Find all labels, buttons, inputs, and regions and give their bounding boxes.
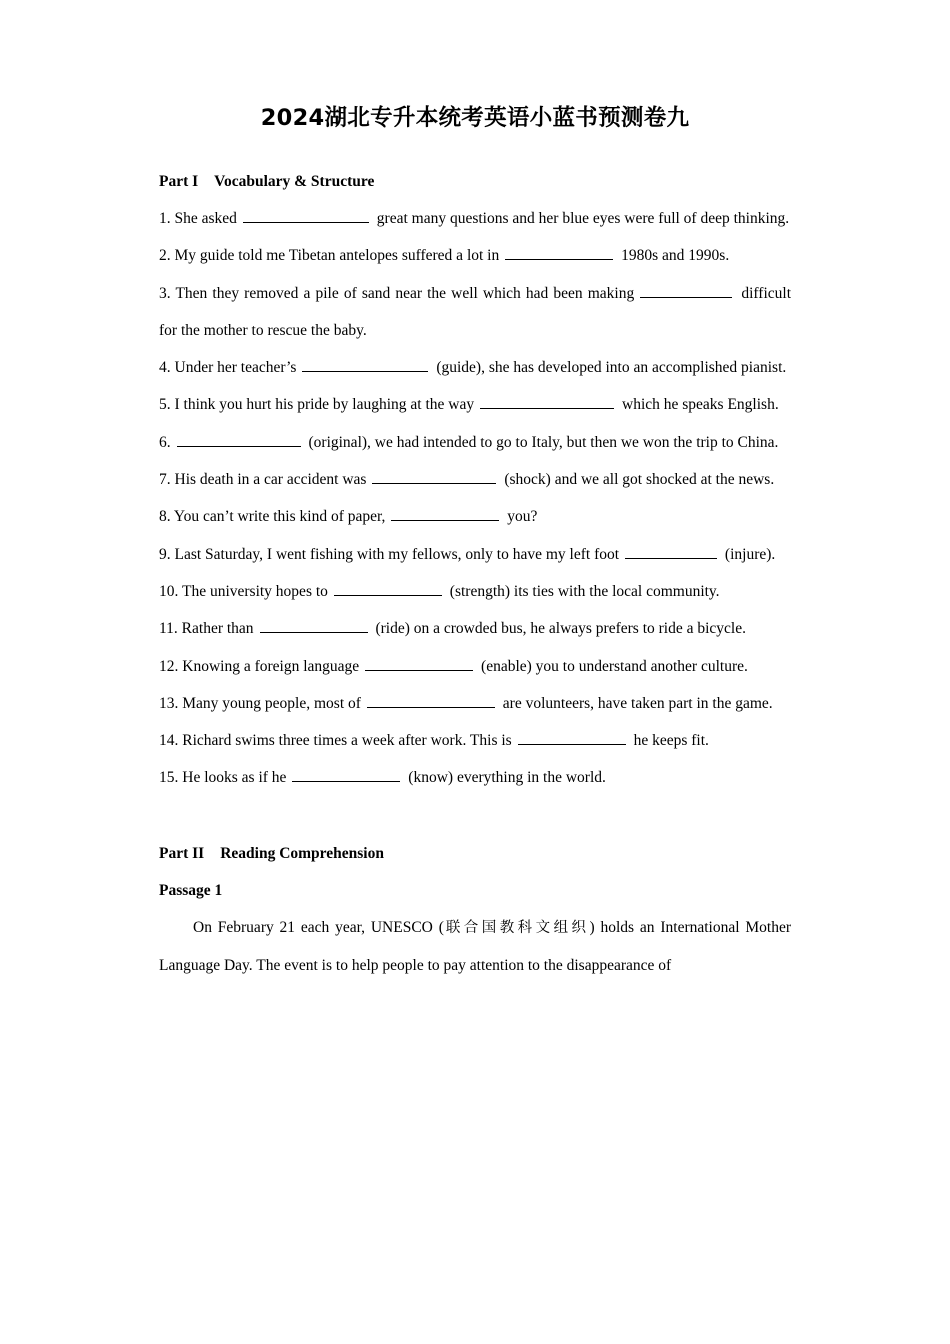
question-4: 4. Under her teacher’s (guide), she has developed into an accomplished pianist. [159, 359, 787, 377]
answer-blank[interactable] [367, 706, 495, 708]
question-8: 8. You can’t write this kind of paper, you? [159, 508, 538, 526]
answer-blank[interactable] [292, 780, 400, 782]
question-11: 11. Rather than (ride) on a crowded bus, he always prefers to ride a bicycle. [159, 620, 746, 638]
document-body [159, 170, 791, 984]
question-5: 5. I think you hurt his pride by laughing at the way which he speaks English. [159, 396, 779, 414]
question-3: 3. Then they removed a pile of sand near the well which had been making difficult for the mother to rescue the baby. [159, 284, 792, 339]
answer-blank[interactable] [625, 557, 717, 559]
part2-name: Reading Comprehension [220, 844, 384, 862]
part1-heading [159, 170, 791, 194]
answer-blank[interactable] [372, 482, 496, 484]
answer-blank[interactable] [518, 743, 626, 745]
question-6: 6. (original), we had intended to go to Italy, but then we won the trip to China. [159, 433, 779, 451]
question-15: 15. He looks as if he (know) everything in the world. [159, 769, 606, 787]
document-title: 2024湖北专升本统考英语小蓝书预测卷九 [260, 105, 690, 131]
question-13: 13. Many young people, most of are volunteers, have taken part in the game. [159, 694, 773, 712]
answer-blank[interactable] [260, 631, 368, 633]
part2-heading [159, 835, 791, 872]
answer-blank[interactable] [177, 445, 301, 447]
answer-blank[interactable] [640, 296, 732, 298]
answer-blank[interactable] [480, 407, 614, 409]
question-14: 14. Richard swims three times a week after work. This is he keeps fit. [159, 732, 709, 750]
part2-label: Part II [159, 844, 205, 862]
answer-blank[interactable] [334, 594, 442, 596]
part1-name: Vocabulary & Structure [214, 173, 375, 190]
answer-blank[interactable] [391, 519, 499, 521]
question-12: 12. Knowing a foreign language (enable) you to understand another culture. [159, 657, 748, 675]
answer-blank[interactable] [302, 370, 428, 372]
question-9: 9. Last Saturday, I went fishing with my fellows, only to have my left foot (injure). [159, 545, 776, 563]
question-1: 1. She asked great many questions and her blue eyes were full of deep thinking. [159, 210, 790, 227]
answer-blank[interactable] [243, 221, 369, 223]
passage-title: Passage 1 [159, 881, 223, 899]
passage-paragraph: On February 21 each year, UNESCO (联合国教科文组织) holds an International Mother Language Day. The event is to help people to pay attention to the disappearance of [159, 918, 792, 975]
question-7: 7. His death in a car accident was (shock) and we all got shocked at the news. [159, 471, 775, 489]
answer-blank[interactable] [505, 258, 613, 260]
question-10: 10. The university hopes to (strength) its ties with the local community. [159, 582, 720, 600]
question-list [159, 200, 791, 797]
answer-blank[interactable] [365, 669, 473, 671]
part1-label: Part I [159, 173, 199, 190]
question-2: 2. My guide told me Tibetan antelopes suffered a lot in 1980s and 1990s. [159, 247, 730, 265]
